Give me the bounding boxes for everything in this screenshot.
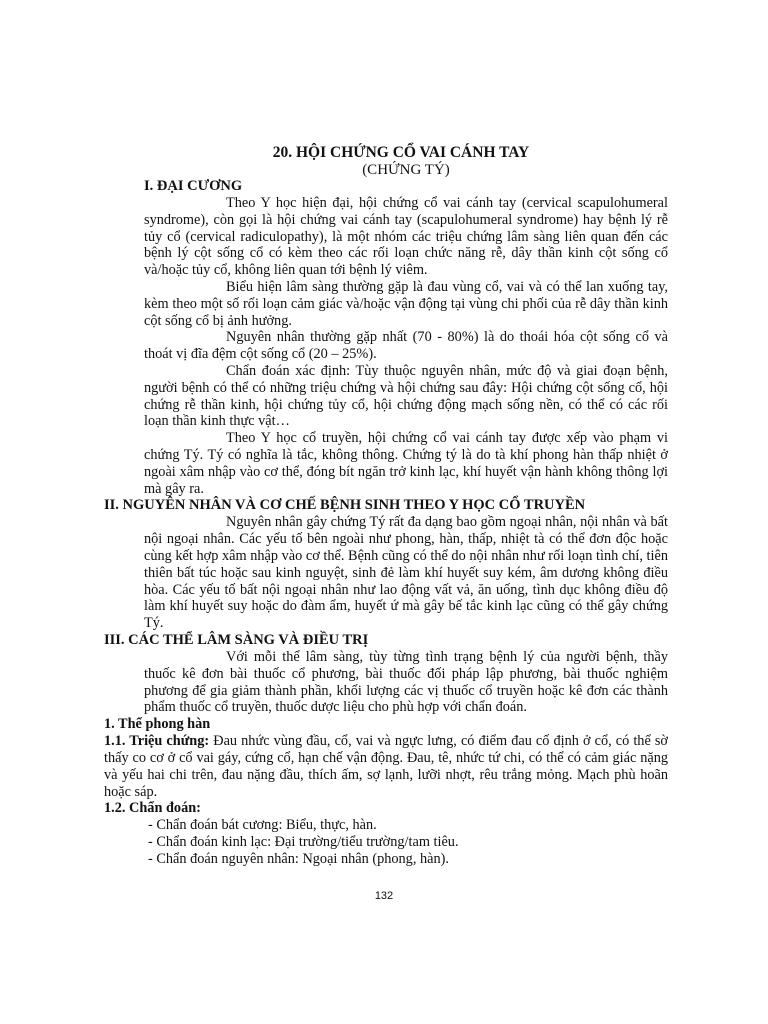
list-item: - Chẩn đoán nguyên nhân: Ngoại nhân (phong, hàn). xyxy=(148,850,449,867)
symptoms-label: 1.1. Triệu chứng: xyxy=(104,733,210,750)
symptoms-paragraph xyxy=(104,733,668,800)
paragraph: Theo Y học hiện đại, hội chứng cổ vai cánh tay (cervical scapulohumeral syndrome), còn gọi là hội chứng vai cánh tay (scapulohumeral syndrome) hay bệnh lý rễ tủy cổ (cervical radiculopathy), là một nhóm các triệu chứng lâm sàng liên quan đến các bệnh lý cột sống cổ có kèm theo các rối loạn chức năng rễ, dây thần kinh cột sống cổ và/hoặc tủy cổ, không liên quan tới bệnh lý viêm. xyxy=(144,195,668,279)
page-title: 20. HỘI CHỨNG CỔ VAI CÁNH TAY xyxy=(272,144,530,161)
page-subtitle: (CHỨNG TÝ) xyxy=(362,162,450,178)
paragraph: Nguyên nhân thường gặp nhất (70 - 80%) là do thoái hóa cột sống cổ và thoát vị đĩa đệm cột sống cổ (20 – 25%). xyxy=(144,329,668,363)
section-heading-the-lam-sang: III. CÁC THỂ LÂM SÀNG VÀ ĐIỀU TRỊ xyxy=(104,631,369,648)
list-item: - Chẩn đoán kinh lạc: Đại trường/tiểu trường/tam tiêu. xyxy=(148,834,459,851)
page-number: 132 xyxy=(374,890,394,902)
paragraph: Biểu hiện lâm sàng thường gặp là đau vùng cổ, vai và có thể lan xuống tay, kèm theo một số rối loạn cảm giác và/hoặc vận động tại vùng chi phối của rễ dây thần kinh cột sống cổ bị ảnh hưởng. xyxy=(144,278,668,329)
symptoms-text: Đau nhức vùng đầu, cổ, vai và ngực lưng, có điểm đau cố định ở cổ, có thể sờ thấy co cơ ở cổ vai gáy, cứng cổ, hạn chế vận động. Đau, tê, nhức tứ chi, có thể có cảm giác nặng và yếu hai chi trên, đau nặng đầu, thích ấm, sợ lạnh, lưỡi nhợt, rêu trắng mỏng. Mạch phù hoãn hoặc sáp. xyxy=(104,733,668,800)
paragraph: Với mỗi thể lâm sàng, tùy từng tình trạng bệnh lý của người bệnh, thầy thuốc kê đơn bài thuốc cổ phương, bài thuốc đối pháp lập phương, bài thuốc nghiệm phương để gia giảm thành phần, khối lượng các vị thuốc cổ truyền hoặc kê đơn các thành phẩm thuốc cổ truyền, thuốc dược liệu cho phù hợp với chẩn đoán. xyxy=(144,648,668,716)
subsection-heading-phong-han: 1. Thể phong hàn xyxy=(104,716,211,733)
list-item: - Chẩn đoán bát cương: Biểu, thực, hàn. xyxy=(148,817,377,834)
section-heading-nguyen-nhan: II. NGUYÊN NHÂN VÀ CƠ CHẾ BỆNH SINH THEO Y HỌC CỔ TRUYỀN xyxy=(104,497,586,514)
diagnosis-heading: 1.2. Chẩn đoán: xyxy=(104,800,201,817)
paragraph: Nguyên nhân gây chứng Tý rất đa dạng bao gồm ngoại nhân, nội nhân và bất nội ngoại nhân. Các yếu tố bên ngoài như phong, hàn, thấp, nhiệt tà có thể đơn độc hoặc cùng kết hợp xâm nhập vào cơ thể. Bệnh cũng có thể do nội nhân như rối loạn tình chí, tiên thiên bất túc hoặc sau kinh nguyệt, sinh đẻ làm khí huyết suy kém, âm dương không điều hòa. Các yếu tố bất nội ngoại nhân như lao động vất vả, ăn uống, tình dục không điều độ làm khí huyết suy hoặc do đàm ẩm, huyết ứ mà gây bế tắc kinh lạc cũng có thể gây chứng Tý. xyxy=(144,514,668,632)
section-heading-dai-cuong: I. ĐẠI CƯƠNG xyxy=(144,178,243,194)
diagnosis-list xyxy=(104,817,668,867)
paragraph: Theo Y học cổ truyền, hội chứng cổ vai cánh tay được xếp vào phạm vi chứng Tý. Tý có nghĩa là tắc, không thông. Chứng tý là do tà khí phong hàn thấp nhiệt ở ngoài xâm nhập vào cơ thể, đóng bít ngăn trở kinh lạc, khí huyết vận hành không thông lợi mà gây ra. xyxy=(144,430,668,497)
paragraph: Chẩn đoán xác định: Tùy thuộc nguyên nhân, mức độ và giai đoạn bệnh, người bệnh có thể có những triệu chứng và hội chứng sau đây: Hội chứng cột sống cổ, hội chứng rễ thần kinh, hội chứng tủy cổ, hội chứng động mạch sống nền, có thể có các rối loạn thần kinh thực vật… xyxy=(144,362,668,430)
